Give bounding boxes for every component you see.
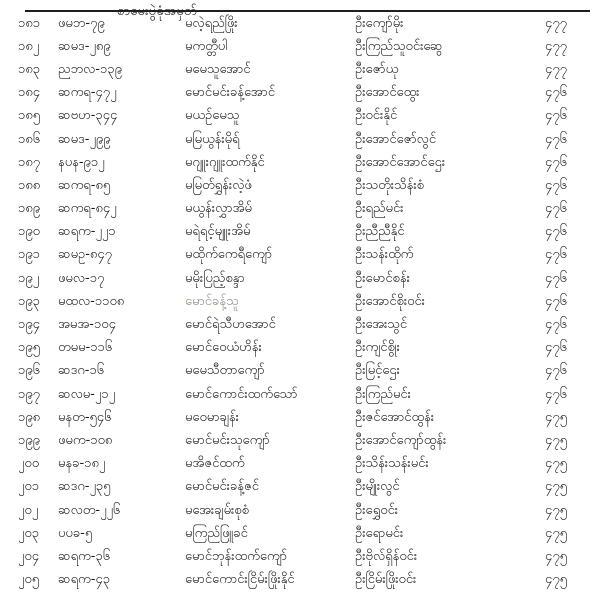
table-row [0,406,616,429]
name-cell: မကတ္တီပါ [185,38,228,54]
father-cell: ဦးကျော်မိုး [355,15,404,31]
father-cell: ဦးရောမင်း [355,525,404,541]
table-row [0,522,616,545]
name-cell: မောင်မင်းသုကျော် [185,432,270,448]
table-row [0,128,616,151]
table-row [0,453,616,476]
father-cell: ဦးမျိုးလွင် [355,479,400,495]
name-cell: မမြတ်ရွှန်းလဲ့ဖံ [185,177,252,193]
father-cell: ဦးအောင်အောင်ဌေး [355,154,446,170]
father-cell: ဦးမောင်စန်း [355,270,410,286]
name-cell: မထိုက်ကေရီကျော် [185,247,273,263]
roll-cell: မနတ-၅၄၆ [58,409,112,425]
table-row [0,174,616,197]
father-cell: ဦးကြည်မင်း [355,386,411,402]
father-cell: ဦးသန်းထိုက် [355,247,414,263]
name-cell: မမေသီတာကျော် [185,363,265,379]
marks-cell: ၄၇၆ [545,386,567,402]
marks-cell: ၄၇၆ [545,177,567,193]
roll-cell: ဆဒဂ-၁၆ [58,363,105,379]
serial-cell: ၁၉၄ [18,317,40,333]
marks-cell: ၄၇၆ [545,224,567,240]
father-cell: ဦးအောင်ဇော်လွင် [355,131,437,147]
marks-cell: ၄၇၆ [545,131,567,147]
serial-cell: ၁၉၆ [18,363,40,379]
roll-cell: ဖမက-၁၀၈ [58,432,113,448]
name-cell: မအေးချမ်းစုစံ [185,502,249,518]
table-row [0,244,616,267]
serial-cell: ၁၉၁ [18,247,40,263]
father-cell: ဦးသတိုးသိန်းစံ [355,177,424,193]
father-cell: ဦးဇော်ယု [355,61,399,77]
roll-cell: ဖမဘ-၇၉ [58,15,105,31]
name-cell: မလဲ့ရည်ဖြိုး [185,15,238,31]
name-cell: မကြည်ဖြူခင် [185,525,248,541]
father-cell: ဦးသိန်းသန်းမင်း [355,456,429,472]
roll-cell: ပပခ-၅ [58,525,93,541]
name-cell: မောင်ဘုန်းထက်ကျော် [185,548,288,564]
name-cell: မောင်ဝေယံဟိန်း [185,340,262,356]
results-table-body [0,12,616,592]
roll-cell: ညဘလ-၁၃၉ [58,61,122,77]
serial-cell: ၁၈၉ [18,201,41,217]
table-row [0,360,616,383]
table-row [0,105,616,128]
roll-cell: ဆရက-၂၂၁ [58,224,116,240]
roll-cell: မနခ-၁၈၂ [58,456,106,472]
serial-cell: ၁၈၄ [18,85,41,101]
roll-cell: ဆမဒ-၂၈၉ [58,38,111,54]
table-row [0,198,616,221]
table-row [0,12,616,35]
marks-cell: ၄၇၇ [545,38,567,54]
serial-cell: ၁၈၈ [18,177,41,193]
serial-cell: ၁၉၉ [18,432,40,448]
marks-cell: ၄၇၅ [545,548,567,564]
marks-cell: ၄၇၆ [545,317,567,333]
roll-cell: မထလ-၁၁၀၈ [58,293,125,309]
name-cell: မောင်မင်းခန့်အောင် [185,85,276,101]
serial-cell: ၂၀၁ [18,479,40,495]
marks-cell: ၄၇၆ [545,293,567,309]
column-header-text: စာမေးပွဲခုံအမှတ် [116,3,198,19]
name-cell: မောင်မင်းခန့်ဇင် [185,479,259,495]
table-row [0,383,616,406]
name-cell: မယဉ်မေသူ [185,108,240,124]
marks-cell: ၄၇၆ [545,340,567,356]
father-cell: ဦးဝင်းနိုင် [355,108,398,124]
roll-cell: နပန-၉၁၂ [58,154,105,170]
father-cell: ဦးဗိုလ်ရှိန်ဝင်း [355,548,418,564]
serial-cell: ၁၉၃ [18,293,40,309]
roll-cell: ဆကရ-၈၅ [58,177,111,193]
name-cell: မမြယွန်းမိုရ် [185,131,240,147]
marks-cell: ၄၇၆ [545,201,567,217]
table-row [0,82,616,105]
roll-cell: ဆလတ-၂၂၆ [58,502,121,518]
father-cell: ဦးရည်မင်း [355,201,404,217]
serial-cell: ၁၈၆ [18,131,41,147]
name-cell: မောင်ကောင်းထက်သော် [185,386,298,402]
table-row [0,569,616,592]
table-row [0,545,616,568]
name-cell: မဂျူးဂျူးထက်နိုင် [185,154,265,170]
serial-cell: ၂၀၅ [18,572,40,588]
father-cell: ဦးအောင်ကျော်ထွန်း [355,432,447,448]
table-row [0,290,616,313]
table-row [0,58,616,81]
marks-cell: ၄၇၇ [545,15,567,31]
roll-cell: ဆလမ-၂၁၂ [58,386,115,402]
marks-cell: ၄၇၇ [545,61,567,77]
roll-cell: ဆမဒ-၂၉၉ [58,131,111,147]
serial-cell: ၁၈၂ [18,38,40,54]
serial-cell: ၂၀၃ [18,525,40,541]
serial-cell: ၁၉၅ [18,340,40,356]
name-cell: မမေသူအောင် [185,61,251,77]
father-cell: ဦးကျင်စွိုး [355,340,400,356]
serial-cell: ၂၀၂ [18,502,39,518]
marks-cell: ၄၇၆ [545,363,567,379]
name-cell: မောင်ကောင်းငြိမ်းဖြိုးနိုင် [185,572,295,588]
roll-cell: ဆကရ-၈၄၂ [58,201,117,217]
father-cell: ဦးရွှေဝင်း [355,502,399,518]
roll-cell: ဆရက-၃၆ [58,548,111,564]
father-cell: ဦးငြိမ်းဖြိုးဝင်း [355,572,417,588]
table-row [0,499,616,522]
marks-cell: ၄၇၆ [545,247,567,263]
marks-cell: ၄၇၅ [545,572,567,588]
father-cell: ဦးအောင်စိုးဝင်း [355,293,425,309]
table-row [0,476,616,499]
table-row [0,221,616,244]
marks-cell: ၄၇၅ [545,525,567,541]
table-row [0,313,616,336]
marks-cell: ၄၇၆ [545,154,567,170]
marks-cell: ၄၇၅ [545,432,567,448]
serial-cell: ၁၉၇ [18,386,40,402]
name-cell: မောင်ခန့်သူ [185,293,239,309]
name-cell: မအိဇင်ထက် [185,456,245,472]
table-row [0,429,616,452]
serial-cell: ၁၈၅ [18,108,41,124]
marks-cell: ၄၇၅ [545,456,567,472]
serial-cell: ၁၉၀ [18,224,40,240]
serial-cell: ၁၉၈ [18,409,41,425]
roll-cell: ဖမလ-၁၇ [58,270,105,286]
name-cell: မယွန်းလွှာအိမ် [185,201,252,217]
marks-cell: ၄၇၆ [545,85,567,101]
marks-cell: ၄၇၅ [545,409,567,425]
father-cell: ဦးဇင်အောင်ထွန်း [355,409,435,425]
serial-cell: ၁၉၂ [18,270,40,286]
serial-cell: ၂၀၀ [18,456,40,472]
name-cell: မရဲရင့်မျူးအိမ် [185,224,251,240]
roll-cell: တမမ-၁၁၆ [58,340,113,356]
name-cell: မောင်ရဲသီဟအောင် [185,317,276,333]
serial-cell: ၁၈၁ [18,15,41,31]
father-cell: ဦးအောင်ထွေး [355,85,420,101]
roll-cell: ဆမဥ-၈၄၇ [58,247,112,263]
roll-cell: ဆကရ-၄၇၂ [58,85,117,101]
name-cell: မမိုးပြည့်စန္ဒာ [185,270,245,286]
table-row [0,35,616,58]
roll-cell: ဆဗဟ-၃၄၄ [58,108,118,124]
table-row [0,151,616,174]
marks-cell: ၄၇၆ [545,108,567,124]
father-cell: ဦးမြင့်ဌေး [355,363,400,379]
column-header-clipped [72,0,242,19]
roll-cell: ဆဒဂ-၂၃၅ [58,479,111,495]
table-row [0,337,616,360]
name-cell: မဝေမာချန်း [185,409,239,425]
serial-cell: ၁၈၇ [18,154,41,170]
marks-cell: ၄၇၆ [545,270,567,286]
father-cell: ဦးညီညီနိုင် [355,224,405,240]
father-cell: ဦးကြည်သူဝင်းဆွေ [355,38,443,54]
roll-cell: အမအ-၁၀၄ [58,317,116,333]
marks-cell: ၄၇၅ [545,479,567,495]
roll-cell: ဆရက-၄၃ [58,572,111,588]
serial-cell: ၁၈၃ [18,61,41,77]
marks-cell: ၄၇၅ [545,502,567,518]
table-row [0,267,616,290]
father-cell: ဦးအေးသွင် [355,317,408,333]
serial-cell: ၂၀၄ [18,548,40,564]
